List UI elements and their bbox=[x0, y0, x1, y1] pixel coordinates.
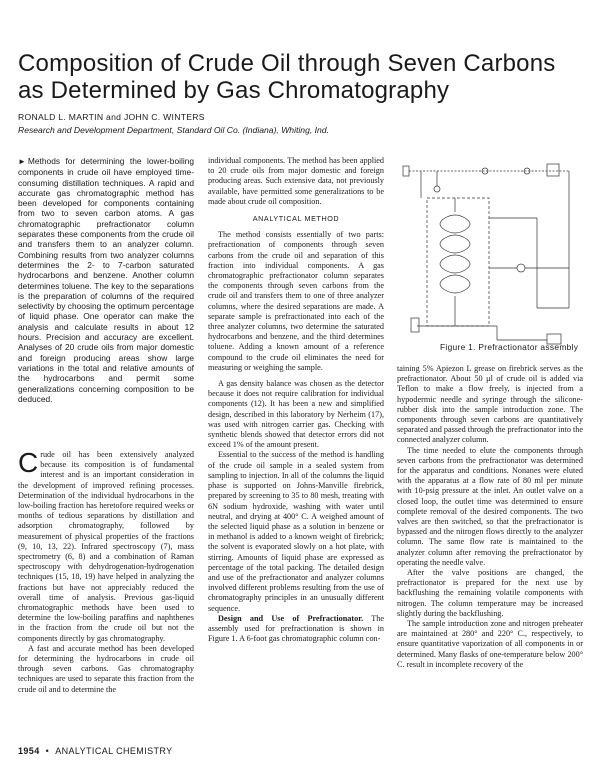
inlet-fitting-shape bbox=[403, 166, 409, 176]
valve-icon bbox=[517, 264, 525, 272]
injection-port-shape bbox=[411, 318, 419, 332]
col3-paragraph-1: taining 5% Apiezon L grease on firebrick serves as the prefractionator. About 50 μl of crude oil is added via Teflon to make a flow freely, is injected from a hypodermic needle and syringe through the silicone-rubber disk into the sample introduction zone. The components through seven carbons are quantitatively separated and passed through the prefractionator into the connected analyzer column. bbox=[397, 364, 583, 445]
abstract-text: Methods for determining the lower-boiling components in crude oil have employed time-consuming distillation techniques. A rapid and accurate gas chromatographic method has been developed for components containing from two to seven carbon atoms. A gas chromatographic prefractionator column separates these components from the crude oil and transfers them to an analyzer column. Combining results from two analyzer columns determines the 2- to 7-carbon saturated hydrocarbons and benzene. Another column determines toluene. The key to the separations is the preparation of columns of the required selectivity by choosing the optimum percentage of liquid phase. One operator can make the analysis and calculate results in about 12 hours. Precision and accuracy are excellent. Analyses of 20 crude oils from major domestic and foreign producing areas show large variations in the total and relative amounts of the hydrocarbons and permit some generalizations concerning composition to be deduced. bbox=[18, 156, 194, 404]
col2-paragraph-3: A gas density balance was chosen as the detector because it does not require calibration for individual components (12). It has been a new and simplified design, described in this laboratory by Nerheim (17), was used with nitrogen carrier gas. Checking with synthetic blends showed that detector errors did not exceed 1% of the amount present. bbox=[208, 379, 384, 450]
col2-paragraph-4: Essential to the success of the method is handling of the crude oil sample in a sealed system from sampling to injection. In all of the columns the liquid phase is supported on Johns-Manville firebrick, prepared by screening to 35 to 80 mesh, treating with 6N sodium hydroxide, washing with water until neutral, and drying at 400° C. A weighed amount of the selected liquid phase as a solution in benzene or in methanol is added to a known weight of firebrick; the solvent is evaporated slowly on a hot plate, with stirring. Amounts of liquid phase are expressed as percentage of the total packing. The detailed design and use of the prefractionator and analyzer columns involved different problems resulting from the use of chromatography principles in an unusually different sequence. bbox=[208, 450, 384, 613]
abstract-marker: ► bbox=[18, 157, 26, 166]
page-footer bbox=[18, 746, 173, 756]
valve-icon bbox=[434, 186, 440, 192]
detector-box-shape bbox=[547, 164, 559, 176]
col3-paragraph-4: The sample introduction zone and nitrogen preheater are maintained at 280° and 220° C., respectively, to ensure quantitative vaporization of all components in or determined. Many flasks of one-temperature below 200° C. result in incomplete recovery of the bbox=[397, 619, 583, 669]
figure-caption: Figure 1. Prefractionator assembly bbox=[440, 342, 579, 352]
footer-separator: • bbox=[45, 746, 50, 756]
journal-name: ANALYTICAL CHEMISTRY bbox=[55, 746, 173, 756]
page-number: 1954 bbox=[18, 746, 40, 756]
col2-paragraph-1: individual components. The method has been applied to 20 crude oils from major domestic and foreign producing areas. Such extensive data, not previously available, have permitted some generalizations to be made about crude oil composition. bbox=[208, 156, 384, 206]
col2-paragraph-5: The assembly used for prefractionation is shown in Figure 1. A 6-foot gas chromatographic column con- bbox=[208, 613, 385, 644]
introduction bbox=[18, 447, 194, 695]
article-title: Composition of Crude Oil through Seven Carbons as Determined by Gas Chromatography bbox=[18, 50, 556, 104]
column-3 bbox=[397, 364, 583, 670]
subheading-prefractionator: Design and Use of Prefractionator. bbox=[218, 613, 364, 623]
column-2 bbox=[208, 156, 384, 644]
drop-cap: C bbox=[18, 447, 39, 478]
column-coil-shape bbox=[440, 215, 470, 233]
intro-paragraph-1: rude oil has been extensively analyzed because its composition is of fundamental interest and is an important consideration in the development of improved refining processes. Determination of the individual hydrocarbons in the low-boiling fraction has heretofore required weeks or months of tedious separations by distillation and adsorption chromatography, followed by measurement of physical properties of the fractions (9, 10, 13, 22). Infrared spectroscopy (7), mass spectrometry (6, 8) and a combination of Raman spectroscopy with dehydrogenation-hydrogenation techniques (15, 18, 19) have helped in analyzing the fractions but have not appreciably reduced the overall time of analysis. Previous gas-liquid chromatographic methods have been used to determine the low-boiling paraffins and naphthenes in the fraction from the crude oil but not the components directly by gas chromatography. bbox=[18, 450, 194, 643]
intro-paragraph-2: A fast and accurate method has been developed for determining the hydrocarbons in crude oil through seven carbons. Gas chromatography techniques are used to separate this fraction from the crude oil and to determine the bbox=[18, 643, 194, 694]
col3-paragraph-2: The time needed to elute the components through seven carbons from the prefractionator was determined for the apparatus and conditions. Nonanes were eluted with the apparatus at a flow rate of 80 ml per minute with 10-psig pressure at the inlet. An outlet valve on a closed loop, the outlet time was determined to ensure complete removal of the desired components. The two valves are then switched, so that the prefractionator is bypassed and the nitrogen flows directly to the analyzer column. The same flow rate is maintained to the analyzer column after removing the prefractionator by operating the needle valve. bbox=[397, 445, 583, 567]
figure-1-prefractionator-diagram bbox=[397, 158, 583, 348]
article-affiliation: Research and Development Department, Standard Oil Co. (Indiana), Whiting, Ind. bbox=[18, 125, 329, 135]
section-heading-analytical-method: ANALYTICAL METHOD bbox=[252, 214, 340, 224]
abstract bbox=[18, 156, 194, 404]
oven-enclosure-shape bbox=[427, 198, 489, 326]
article-authors: RONALD L. MARTIN and JOHN C. WINTERS bbox=[18, 112, 205, 122]
col2-paragraph-2: The method consists essentially of two parts: prefractionation of components through seven carbons from the crude oil and separation of this fraction into individual components. A gas chromatographic prefractionator column separates the components through seven carbons from the crude oil and transfers them to one of three analyzer columns, where the desired separations are made. A separate sample is prefractionated into each of the three analyzer columns, two determine the saturated hydrocarbons and benzene, and the third determines toluene. Adding a known amount of a reference compound to the crude oil eliminates the need for measuring or weighing the sample. bbox=[208, 230, 384, 372]
col3-paragraph-3: After the valve positions are changed, the prefractionator is prepared for the next use by backflushing the remaining volatile components with nitrogen. The column temperature may be increased slightly during the backflushing. bbox=[397, 568, 583, 618]
